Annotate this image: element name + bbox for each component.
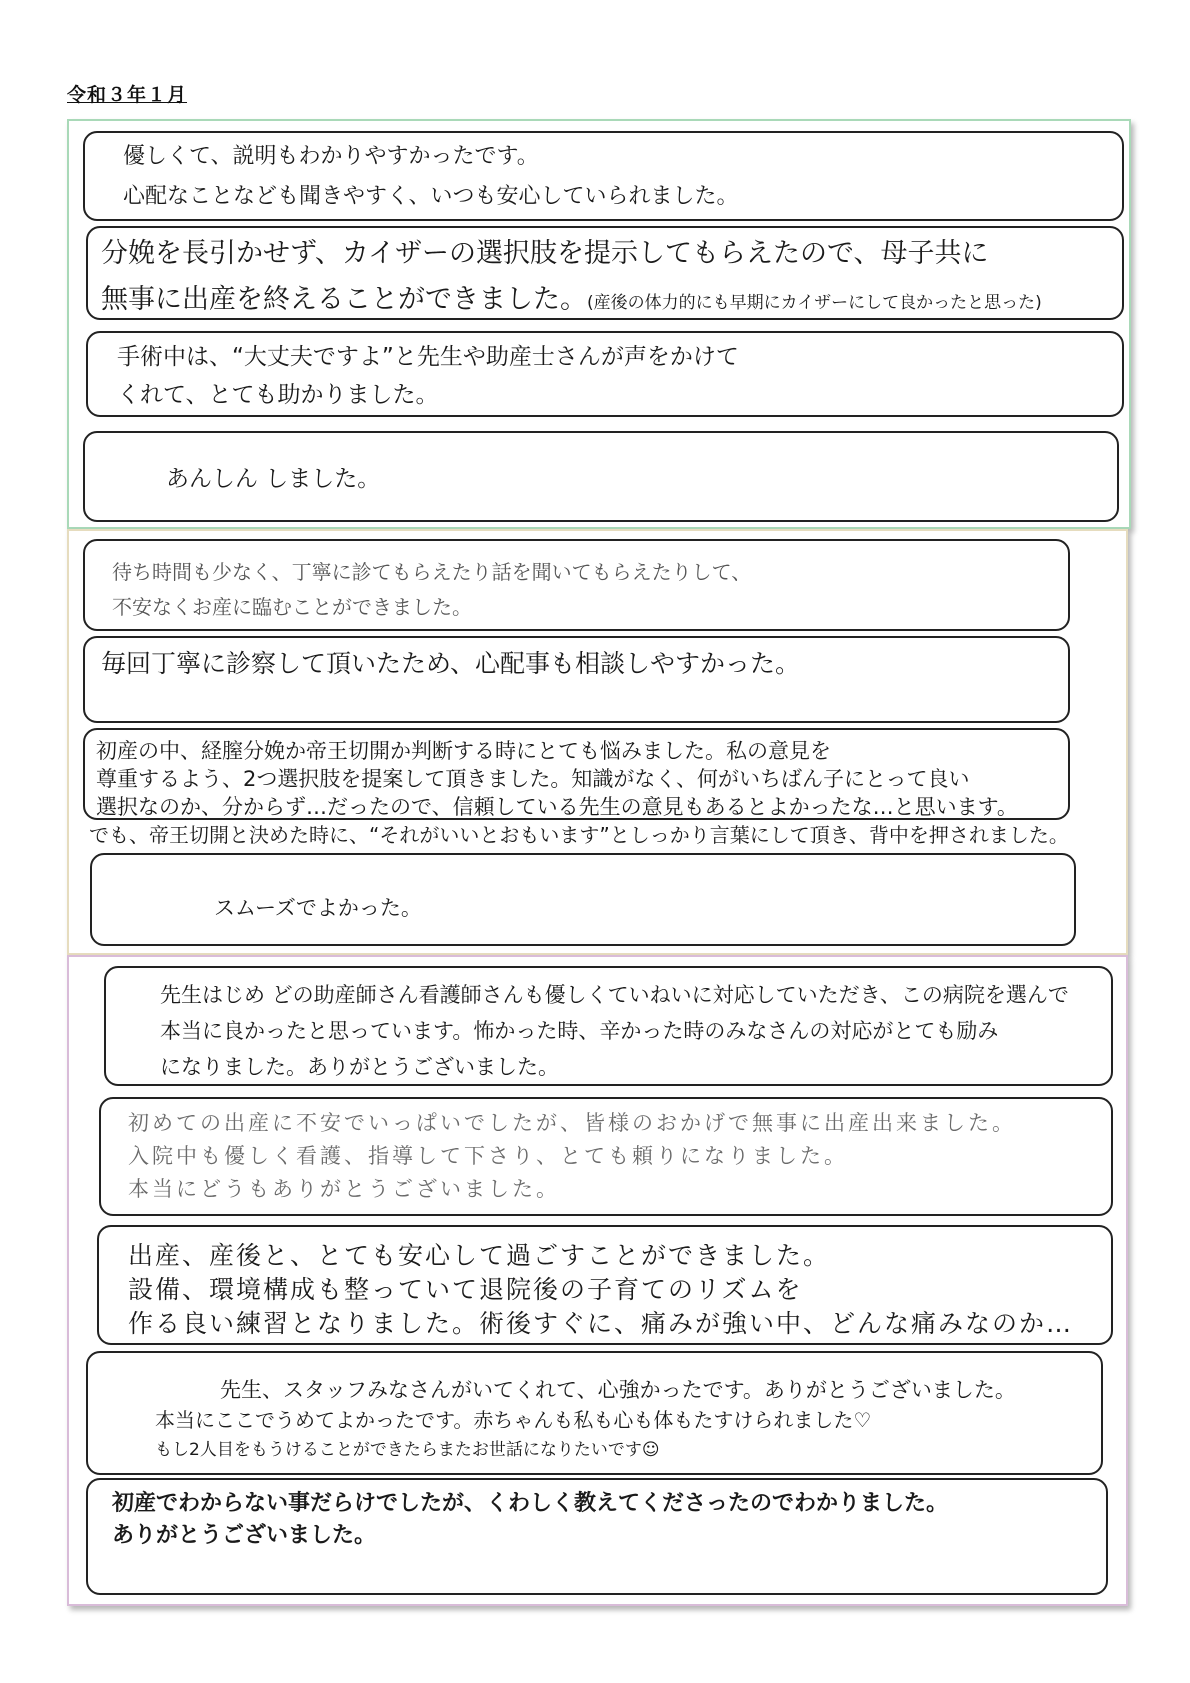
comment-line: くれて、とても助かりました。: [117, 382, 439, 408]
comment-line: [101, 277, 1122, 326]
comment-line-note: (産後の体力的にも早期にカイザーにして良かったと思った): [587, 293, 1042, 313]
comment-line: あんしん しました。: [166, 466, 381, 492]
comment-card: [86, 331, 1124, 417]
comment-section-2: [67, 529, 1128, 955]
comment-card: [97, 1225, 1113, 1345]
comment-line: 待ち時間も少なく、丁寧に診てもらえたり話を聞いてもらえたりして、: [112, 560, 752, 584]
comment-card: [104, 966, 1113, 1086]
comment-line: 不安なくお産に臨むことができました。: [112, 595, 472, 619]
comment-line: 初産の中、経膣分娩か帝王切開か判断する時にとても悩みました。私の意見を: [96, 739, 831, 763]
comment-line: スムーズでよかった。: [214, 896, 422, 920]
comment-card: [83, 539, 1070, 631]
comment-line: 初めての出産に不安でいっぱいでしたが、皆様のおかげで無事に出産出来ました。: [128, 1111, 1016, 1135]
comment-line: 本当にここでうめてよかったです。赤ちゃんも私も心も体もたすけられました♡: [155, 1408, 872, 1432]
comment-card: [83, 131, 1124, 221]
comment-line: 初産でわからない事だらけでしたが、くわしく教えてくださったのでわかりました。: [112, 1491, 949, 1516]
comment-line: 入院中も優しく看護、指導して下さり、とても頼りになりました。: [128, 1144, 848, 1168]
comment-section-3: [67, 955, 1128, 1606]
comment-card: [83, 431, 1119, 522]
comment-card: [86, 1478, 1108, 1595]
comment-line: 作る良い練習となりました。術後すぐに、痛みが強い中、どんな痛みなのか…: [128, 1309, 1074, 1338]
comment-line: 手術中は、“大丈夫ですよ”と先生や助産士さんが声をかけて: [117, 344, 739, 370]
comment-line: 設備、環境構成も整っていて退院後の子育てのリズムを: [128, 1275, 803, 1304]
comment-line-continued: でも、帝王切開と決めた時に、“それがいいとおもいます”としっかり言葉にして頂き、背中を押されました。: [89, 823, 1069, 847]
comment-card: [83, 636, 1070, 723]
comment-line: 毎回丁寧に診察して頂いたため、心配事も相談しやすかった。: [101, 649, 801, 678]
document-date-title: 令和３年１月: [67, 84, 188, 106]
comment-line: 心配なことなども聞きやすく、いつも安心していられました。: [123, 184, 739, 209]
comment-line: 選択なのか、分からず…だったので、信頼している先生の意見もあるとよかったな…と思います。: [96, 795, 1018, 819]
comment-line: 分娩を長引かせず、カイザーの選択肢を提示してもらえたので、母子共に: [101, 238, 989, 269]
comment-line: 出産、産後と、とても安心して過ごすことができました。: [128, 1241, 831, 1270]
comment-card: [90, 853, 1076, 946]
comment-line: 本当に良かったと思っています。怖かった時、辛かった時のみなさんの対応がとても励み: [160, 1019, 999, 1043]
comment-line: ありがとうございました。: [112, 1523, 377, 1548]
comment-line: 優しくて、説明もわかりやすかったです。: [123, 144, 539, 169]
comment-line: 先生、スタッフみなさんがいてくれて、心強かったです。ありがとうございました。: [220, 1378, 1016, 1402]
comment-section-1: [67, 119, 1131, 529]
comment-line-main: 無事に出産を終えることができました。: [101, 284, 587, 315]
comment-card: [86, 226, 1124, 320]
comment-line: になりました。ありがとうございました。: [160, 1055, 559, 1079]
comment-card: [86, 1351, 1103, 1475]
comment-line: 本当にどうもありがとうございました。: [128, 1177, 560, 1201]
comment-line: 先生はじめ どの助産師さん看護師さんも優しくていねいに対応していただき、この病院を選んで: [160, 983, 1069, 1007]
comment-line: 尊重するよう、2つ選択肢を提案して頂きました。知識がなく、何がいちばん子にとって良い: [96, 767, 970, 791]
comment-line: もし2人目をもうけることができたらまたお世話になりたいです☺: [155, 1440, 660, 1460]
comment-card: [83, 728, 1070, 820]
comment-card: [99, 1097, 1113, 1216]
